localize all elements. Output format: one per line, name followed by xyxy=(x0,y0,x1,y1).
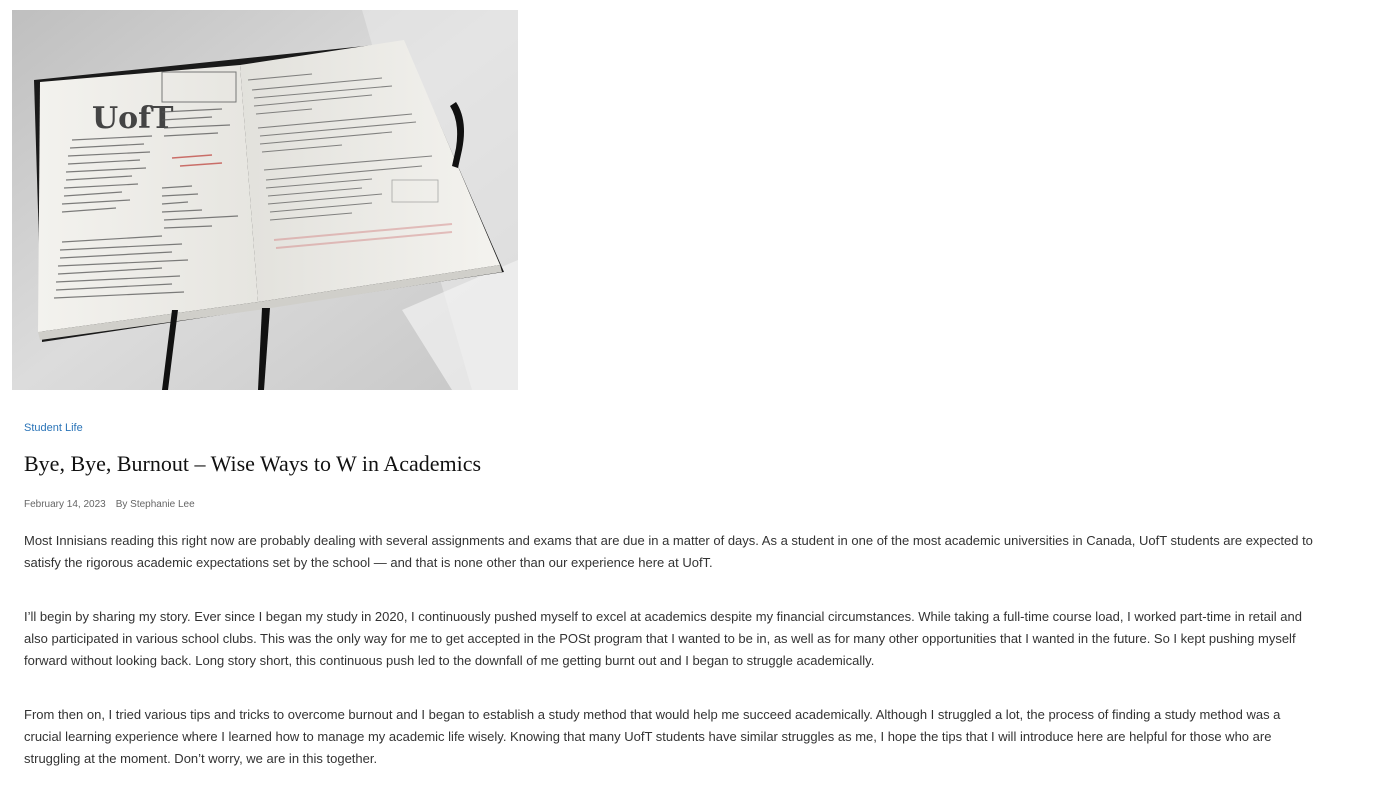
author-link[interactable]: Stephanie Lee xyxy=(130,499,195,510)
article xyxy=(24,418,1314,770)
paragraph: From then on, I tried various tips and tricks to overcome burnout and I began to establish a study method that would help me succeed academically. Although I struggled a lot, the process of finding a study method was a crucial learning experience where I learned how to manage my academic life wisely. Knowing that many UofT students have similar struggles as me, I hope the tips that I will introduce here are helpful for those who are struggling at the moment. Don’t worry, we are in this together. xyxy=(24,707,1281,766)
notebook-heading: UofT xyxy=(92,101,174,136)
author-prefix: By xyxy=(115,499,128,510)
notebook-photo xyxy=(12,10,518,390)
post-meta xyxy=(24,498,1314,512)
paragraph: I’ll begin by sharing my story. Ever since I began my study in 2020, I continuously pushed myself to excel at academics despite my financial circumstances. While taking a full-time course load, I worked part-time in retail and also participated in various school clubs. This was the only way for me to get accepted in the POSt program that I wanted to be in, as well as for many other opportunities that I wanted in the future. So I kept pushing myself forward without looking back. Long story short, this continuous push led to the downfall of me getting burnt out and I began to struggle academically. xyxy=(24,609,1302,668)
post-date[interactable]: February 14, 2023 xyxy=(24,499,106,510)
featured-image[interactable] xyxy=(12,10,518,390)
category-link[interactable]: Student Life xyxy=(24,422,83,434)
article-title: Bye, Bye, Burnout – Wise Ways to W in Academics xyxy=(24,451,482,476)
paragraph: Most Innisians reading this right now are probably dealing with several assignments and exams that are due in a matter of days. As a student in one of the most academic universities in Canada, UofT students are expected to satisfy the rigorous academic expectations set by the school — and that is none other than our experience here at UofT. xyxy=(24,533,1313,570)
